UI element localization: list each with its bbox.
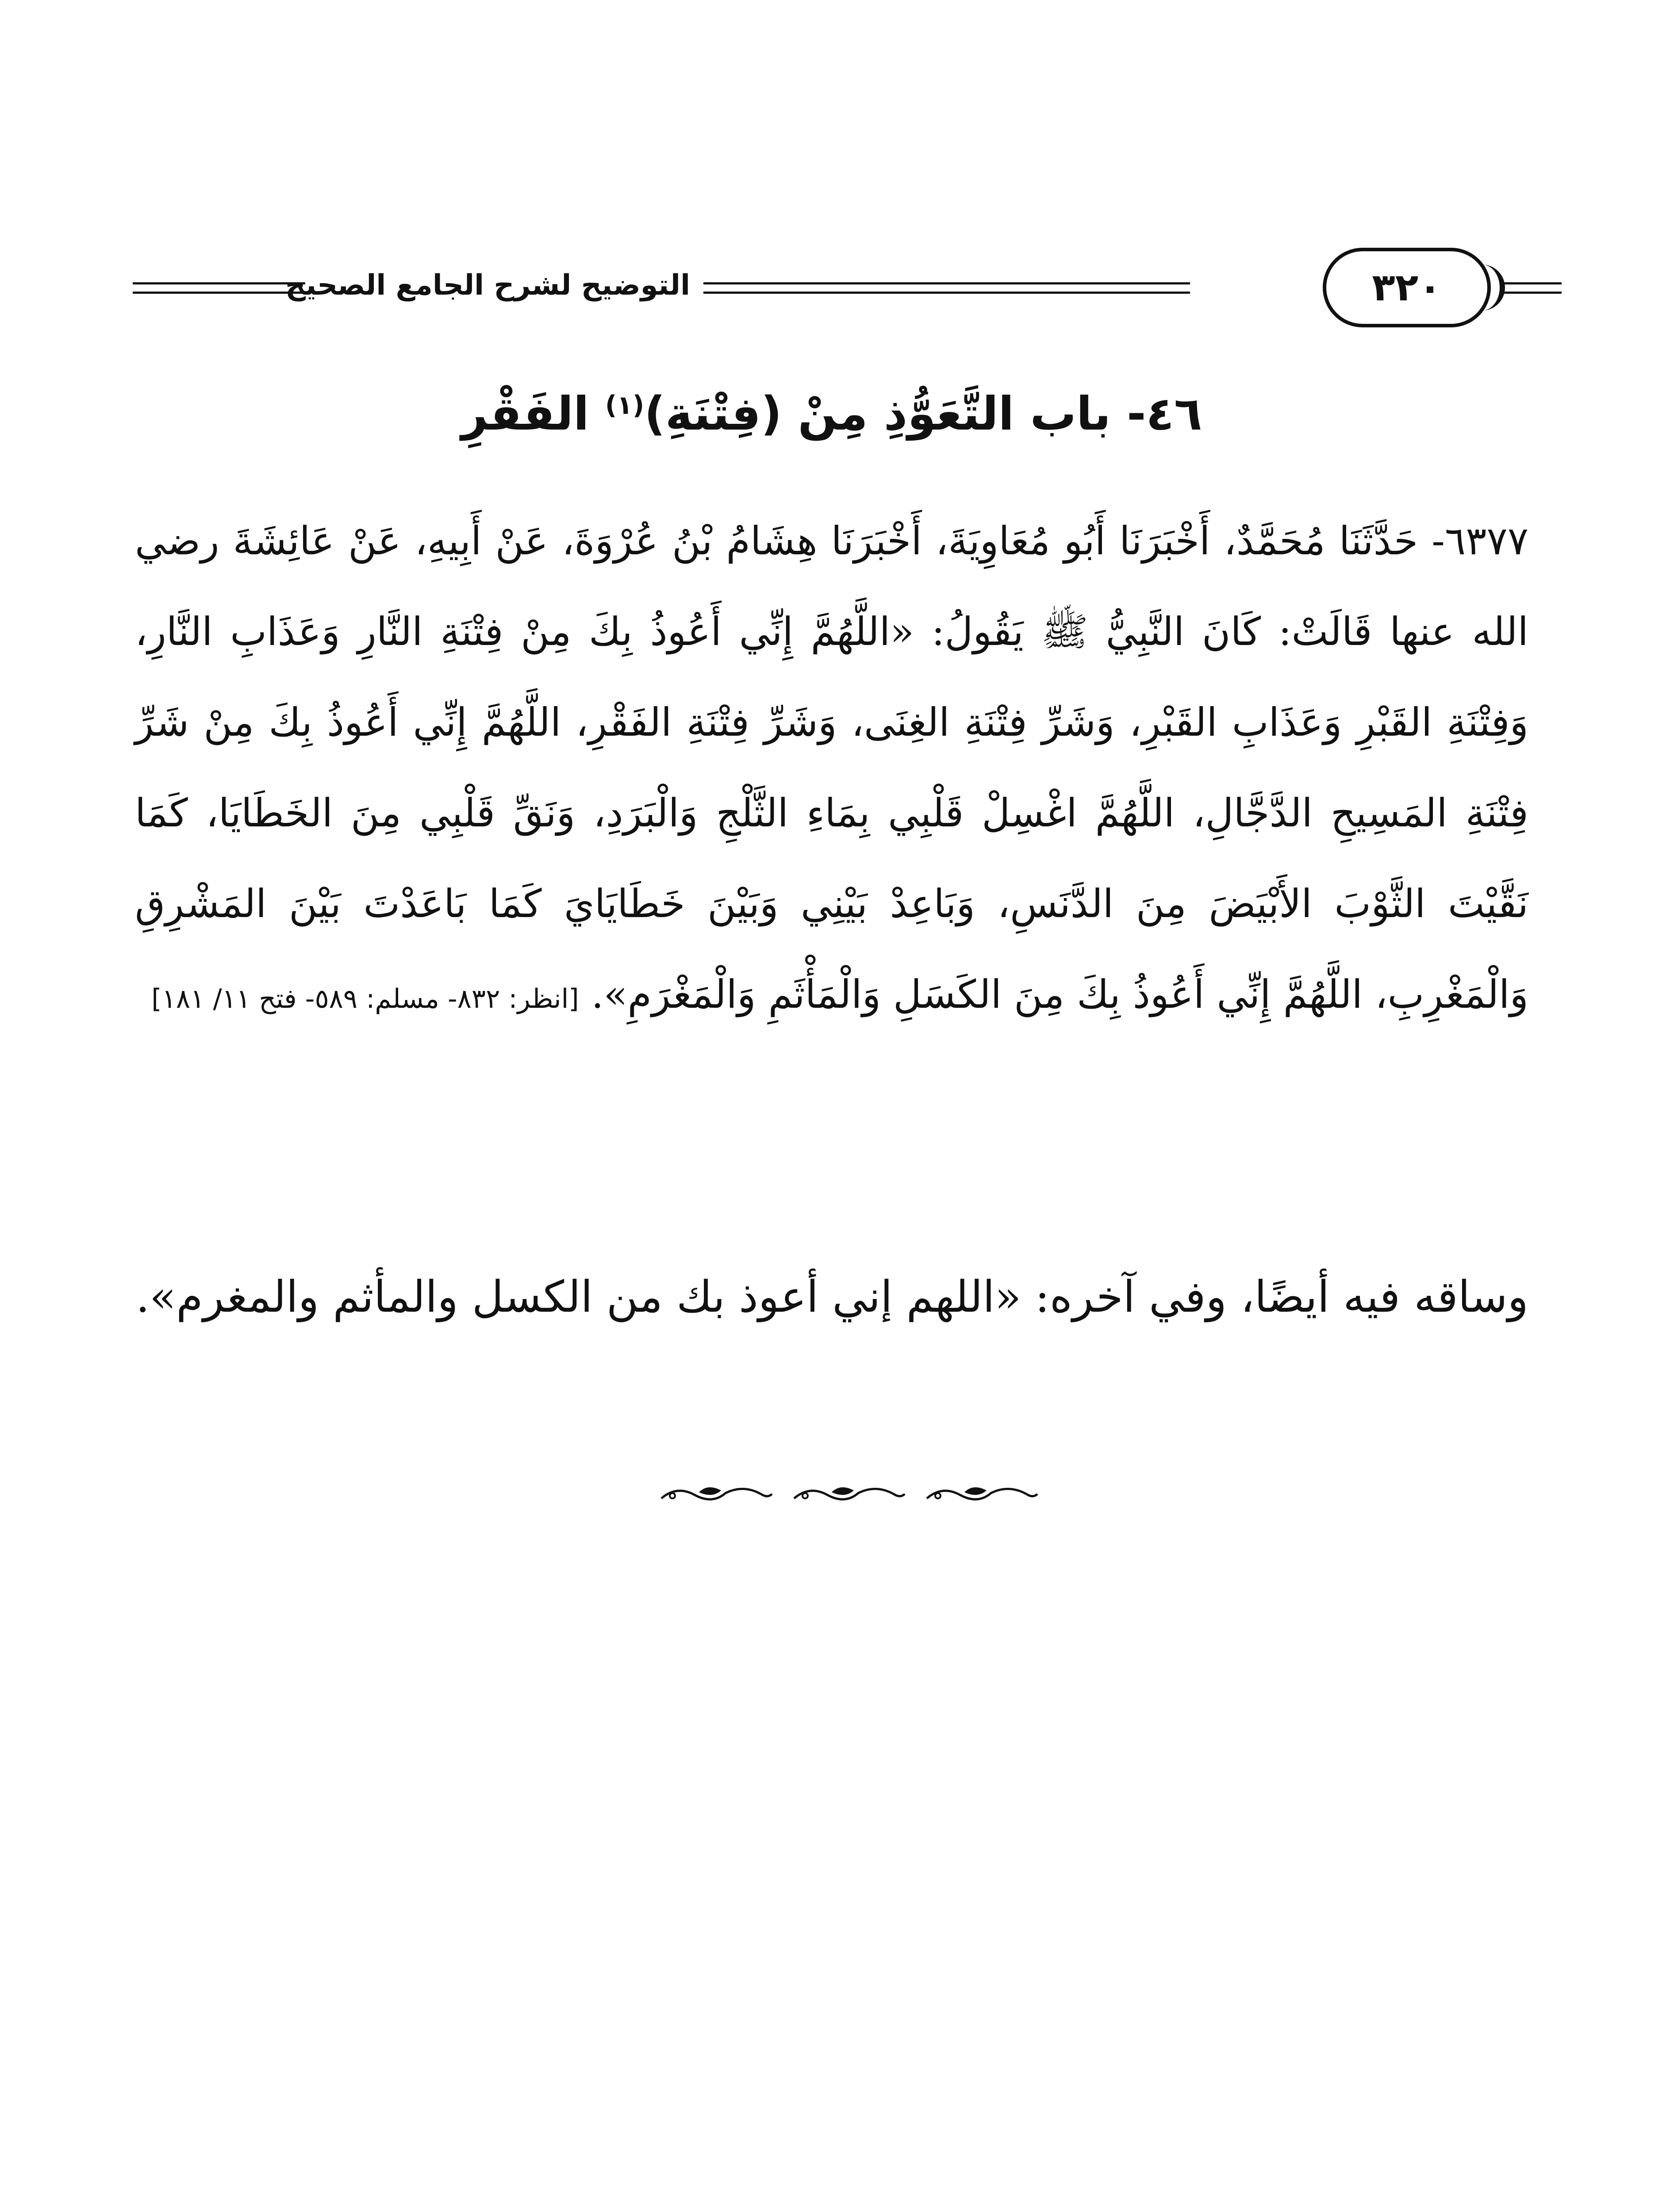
page-number: ٣٢٠ bbox=[1323, 248, 1491, 327]
running-header bbox=[133, 248, 1486, 332]
chapter-heading-main: ٤٦- باب التَّعَوُّذِ مِنْ (فِتْنَةِ) bbox=[644, 387, 1202, 441]
chapter-heading bbox=[133, 372, 1531, 456]
ornament-flourish-icon bbox=[792, 1481, 907, 1505]
ornament-flourish-icon bbox=[659, 1481, 774, 1505]
header-rule-right bbox=[1500, 282, 1562, 294]
footnote-marker: (١) bbox=[605, 390, 645, 420]
hadith-paragraph bbox=[135, 495, 1528, 1045]
header-rule-middle bbox=[703, 282, 1190, 294]
header-rule-left bbox=[133, 282, 305, 294]
hadith-text: ٦٣٧٧- حَدَّثَنَا مُحَمَّدٌ، أَخْبَرَنَا أَبُو مُعَاوِيَةَ، أَخْبَرَنَا هِشَامُ بْنُ عُرْوَةَ، عَنْ أَبِيهِ، عَنْ عَائِشَةَ رضي الله عنها قَالَتْ: كَانَ النَّبِيُّ ﷺ يَقُولُ: «اللَّهُمَّ إِنِّي أَعُوذُ بِكَ مِنْ فِتْنَةِ النَّارِ وَعَذَابِ النَّارِ، وَفِتْنَةِ القَبْرِ وَعَذَابِ القَبْرِ، وَشَرِّ فِتْنَةِ الغِنَى، وَشَرِّ فِتْنَةِ الفَقْرِ، اللَّهُمَّ إِنِّي أَعُوذُ بِكَ مِنْ شَرِّ فِتْنَةِ المَسِيحِ الدَّجَّالِ، اللَّهُمَّ اغْسِلْ قَلْبِي بِمَاءِ الثَّلْجِ وَالْبَرَدِ، وَنَقِّ قَلْبِي مِنَ الخَطَايَا، كَمَا نَقَّيْتَ الثَّوْبَ الأَبْيَضَ مِنَ الدَّنَسِ، وَبَاعِدْ بَيْنِي وَبَيْنَ خَطَايَايَ كَمَا بَاعَدْتَ بَيْنَ المَشْرِقِ وَالْمَغْرِبِ، اللَّهُمَّ إِنِّي أَعُوذُ بِكَ مِنَ الكَسَلِ وَالْمَأْثَمِ وَالْمَغْرَمِ». bbox=[135, 518, 1529, 1017]
section-ornament bbox=[659, 1478, 1040, 1509]
hadith-reference: [انظر: ٨٣٢- مسلم: ٥٨٩- فتح ١١/ ١٨١] bbox=[151, 983, 579, 1014]
commentary-paragraph: وساقه فيه أيضًا، وفي آخره: «اللهم إني أعوذ بك من الكسل والمأثم والمغرم». bbox=[135, 1272, 1528, 1322]
ornament-flourish-icon bbox=[925, 1481, 1040, 1505]
running-title: التوضيح لشرح الجامع الصحيح bbox=[285, 269, 690, 302]
chapter-heading-end: الفَقْرِ bbox=[461, 387, 605, 441]
